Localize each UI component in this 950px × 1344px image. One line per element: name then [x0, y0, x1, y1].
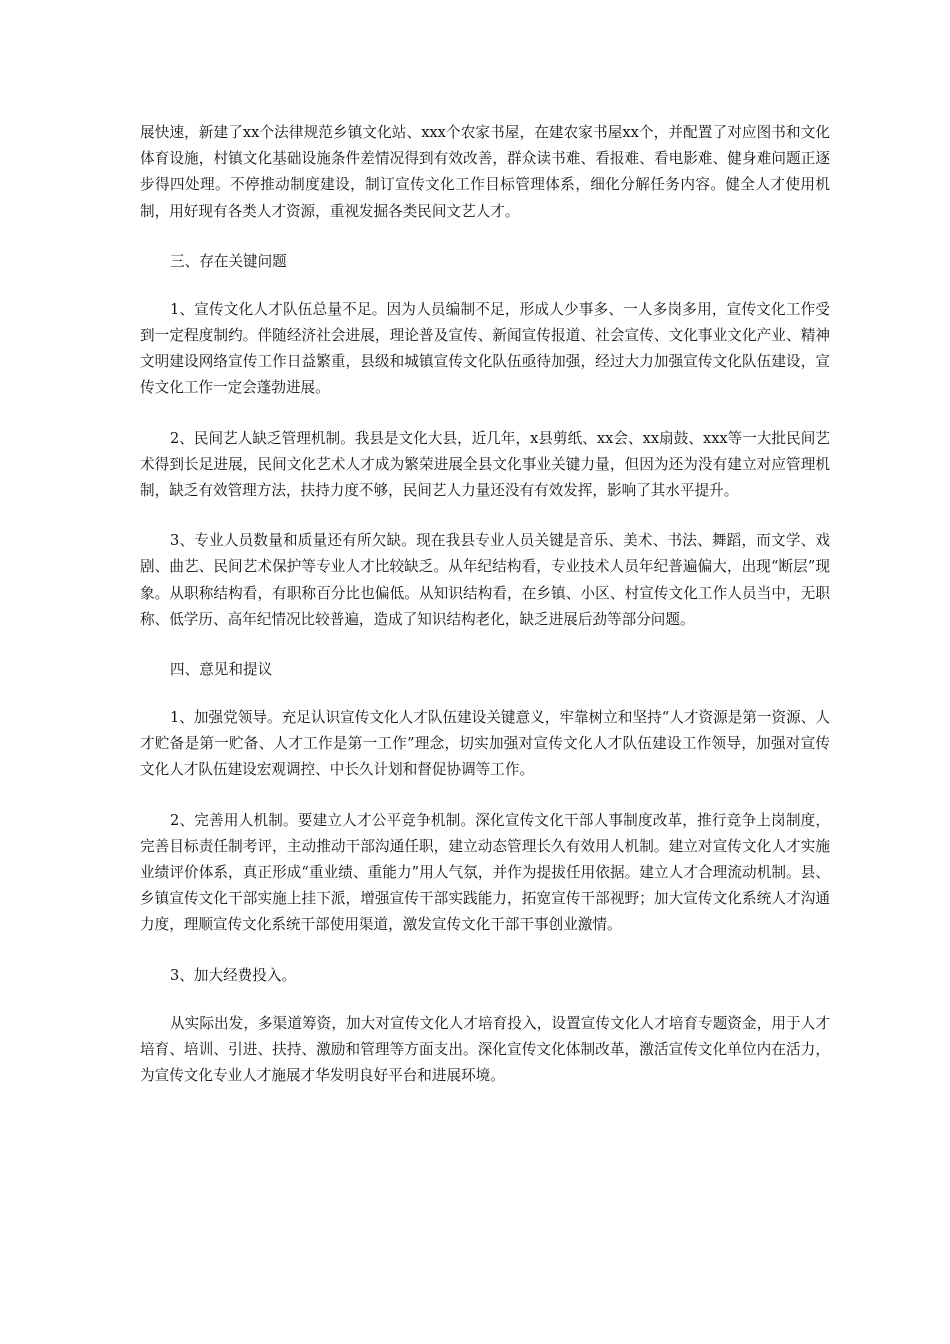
spacer	[140, 784, 830, 808]
spacer	[140, 633, 830, 657]
section-heading-3: 三、存在关键问题	[170, 252, 287, 270]
spacer	[140, 989, 830, 1011]
paragraph-issue-2: 2、民间艺人缺乏管理机制。我县是文化大县，近几年，x县剪纸、xx会、xx扇鼓、xxx等一大批民间艺术得到长足进展，民间文化艺术人才成为繁荣进展全县文化事业关键力量，但因为还为没有建立对应管理机制，缺乏有效管理方法，扶持力度不够，民间艺人力量还没有有效发挥，影响了其水平提升。	[140, 429, 830, 500]
spacer	[140, 225, 830, 249]
spacer	[140, 402, 830, 426]
spacer	[140, 683, 830, 705]
spacer	[140, 504, 830, 528]
paragraph-issue-3: 3、专业人员数量和质量还有所欠缺。现在我县专业人员关键是音乐、美术、书法、舞蹈，而文学、戏剧、曲艺、民间艺术保护等专业人才比较缺乏。从年纪结构看，专业技术人员年纪普遍偏大，出现“断层”现象。从职称结构看，有职称百分比也偏低。从知识结构看，在乡镇、小区、村宣传文化工作人员当中，无职称、低学历、高年纪情况比较普遍，造成了知识结构老化，缺乏进展后劲等部分问题。	[140, 532, 830, 628]
paragraph-suggestion-1: 1、加强党领导。充足认识宣传文化人才队伍建设关键意义，牢靠树立和坚持“人才资源是第一资源、人才贮备是第一贮备、人才工作是第一工作”理念，切实加强对宣传文化人才队伍建设工作领导，加强对宣传文化人才队伍建设宏观调控、中长久计划和督促协调等工作。	[140, 709, 830, 779]
spacer	[140, 939, 830, 963]
paragraph-intro: 展快速，新建了xx个法律规范乡镇文化站、xxx个农家书屋，在建农家书屋xx个，并配置了对应图书和文化体育设施，村镇文化基础设施条件差情况得到有效改善，群众读书难、看报难、看电影难、健身难问题正逐步得四处理。不停推动制度建设，制订宣传文化工作目标管理体系，细化分解任务内容。健全人才使用机制，用好现有各类人才资源，重视发掘各类民间文艺人才。	[140, 124, 830, 220]
suggestion-3-heading: 3、加大经费投入。	[170, 966, 297, 984]
section-heading-4: 四、意见和提议	[170, 661, 273, 679]
paragraph-suggestion-3: 从实际出发，多渠道筹资，加大对宣传文化人才培育投入，设置宣传文化人才培育专题资金，用于人才培育、培训、引进、扶持、激励和管理等方面支出。深化宣传文化体制改革，激活宣传文化单位内在活力，为宣传文化专业人才施展才华发明良好平台和进展环境。	[140, 1014, 830, 1085]
paragraph-issue-1: 1、宣传文化人才队伍总量不足。因为人员编制不足，形成人少事多、一人多岗多用，宣传文化工作受到一定程度制约。伴随经济社会进展，理论普及宣传、新闻宣传报道、社会宣传、文化事业文化产业、精神文明建设网络宣传工作日益繁重，县级和城镇宣传文化队伍亟待加强，经过大力加强宣传文化队伍建设，宣传文化工作一定会蓬勃进展。	[140, 300, 830, 397]
spacer	[140, 275, 830, 297]
paragraph-suggestion-2: 2、完善用人机制。要建立人才公平竞争机制。深化宣传文化干部人事制度改革，推行竞争上岗制度，完善目标责任制考评，主动推动干部沟通任职，建立动态管理长久有效用人机制。建立对宣传文化人才实施业绩评价体系，真正形成“重业绩、重能力”用人气氛，并作为提拔任用依据。建立人才合理流动机制。县、乡镇宣传文化干部实施上挂下派，增强宣传干部实践能力，拓宽宣传干部视野；加大宣传文化系统人才沟通力度，理顺宣传文化系统干部使用渠道，激发宣传文化干部干事创业激情。	[140, 811, 830, 934]
document-body	[140, 120, 830, 1089]
